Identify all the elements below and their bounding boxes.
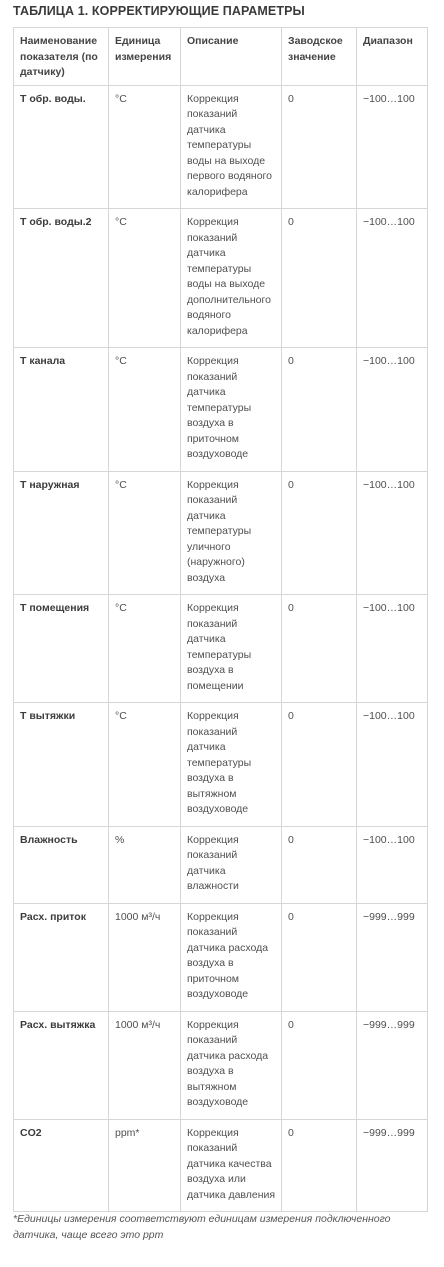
param-description: Коррекция показаний датчика температуры воздуха в приточном воздуховоде — [181, 348, 282, 472]
param-unit: ppm* — [109, 1119, 181, 1212]
param-unit: °C — [109, 703, 181, 827]
param-description: Коррекция показаний датчика расхода воздуха в приточном воздуховоде — [181, 903, 282, 1011]
param-unit: 1000 м³/ч — [109, 903, 181, 1011]
param-default: 0 — [282, 471, 357, 595]
param-range: −999…999 — [357, 903, 428, 1011]
header-default: Заводское значение — [282, 28, 357, 86]
param-unit: °C — [109, 595, 181, 703]
param-unit: % — [109, 826, 181, 903]
param-default: 0 — [282, 703, 357, 827]
param-unit: °C — [109, 209, 181, 348]
param-unit: °C — [109, 85, 181, 209]
param-description: Коррекция показаний датчика температуры уличного (наружного) воздуха — [181, 471, 282, 595]
param-default: 0 — [282, 209, 357, 348]
param-default: 0 — [282, 348, 357, 472]
param-description: Коррекция показаний датчика температуры воздуха в вытяжном воздуховоде — [181, 703, 282, 827]
table-row — [14, 703, 428, 827]
param-default: 0 — [282, 1011, 357, 1119]
param-range: −100…100 — [357, 471, 428, 595]
header-description: Описание — [181, 28, 282, 86]
parameters-table — [13, 27, 428, 1212]
param-name: Расх. приток — [14, 903, 109, 1011]
table-row — [14, 903, 428, 1011]
param-range: −100…100 — [357, 209, 428, 348]
param-default: 0 — [282, 826, 357, 903]
param-default: 0 — [282, 903, 357, 1011]
table-row — [14, 1119, 428, 1212]
param-name: Т вытяжки — [14, 703, 109, 827]
table-body — [14, 85, 428, 1212]
param-name: Влажность — [14, 826, 109, 903]
param-description: Коррекция показаний датчика температуры воды на выходе дополнительного водяного калорифера — [181, 209, 282, 348]
param-unit: 1000 м³/ч — [109, 1011, 181, 1119]
param-name: Т помещения — [14, 595, 109, 703]
header-range: Диапазон — [357, 28, 428, 86]
table-header-row — [14, 28, 428, 86]
page-title: ТАБЛИЦА 1. КОРРЕКТИРУЮЩИЕ ПАРАМЕТРЫ — [13, 4, 305, 18]
param-description: Коррекция показаний датчика качества воздуха или датчика давления — [181, 1119, 282, 1212]
param-unit: °C — [109, 348, 181, 472]
param-name: CO2 — [14, 1119, 109, 1212]
param-name: Т обр. воды.2 — [14, 209, 109, 348]
param-range: −100…100 — [357, 703, 428, 827]
param-default: 0 — [282, 595, 357, 703]
param-name: Т канала — [14, 348, 109, 472]
param-description: Коррекция показаний датчика расхода воздуха в вытяжном воздуховоде — [181, 1011, 282, 1119]
footnote: *Единицы измерения соответствуют единицам измерения подключенного датчика, чаще всего это ppm — [13, 1213, 391, 1241]
header-name: Наименование показателя (по датчику) — [14, 28, 109, 86]
param-name: Т наружная — [14, 471, 109, 595]
param-default: 0 — [282, 85, 357, 209]
param-unit: °C — [109, 471, 181, 595]
param-range: −100…100 — [357, 348, 428, 472]
param-description: Коррекция показаний датчика температуры воды на выходе первого водяного калорифера — [181, 85, 282, 209]
param-default: 0 — [282, 1119, 357, 1212]
table-row — [14, 1011, 428, 1119]
param-range: −999…999 — [357, 1011, 428, 1119]
table-row — [14, 595, 428, 703]
table-row — [14, 348, 428, 472]
param-description: Коррекция показаний датчика влажности — [181, 826, 282, 903]
param-name: Т обр. воды. — [14, 85, 109, 209]
table-row — [14, 209, 428, 348]
param-range: −999…999 — [357, 1119, 428, 1212]
param-range: −100…100 — [357, 85, 428, 209]
table-row — [14, 471, 428, 595]
param-range: −100…100 — [357, 826, 428, 903]
param-description: Коррекция показаний датчика температуры воздуха в помещении — [181, 595, 282, 703]
param-range: −100…100 — [357, 595, 428, 703]
table-row — [14, 85, 428, 209]
param-name: Расх. вытяжка — [14, 1011, 109, 1119]
header-unit: Единица измерения — [109, 28, 181, 86]
table-row — [14, 826, 428, 903]
